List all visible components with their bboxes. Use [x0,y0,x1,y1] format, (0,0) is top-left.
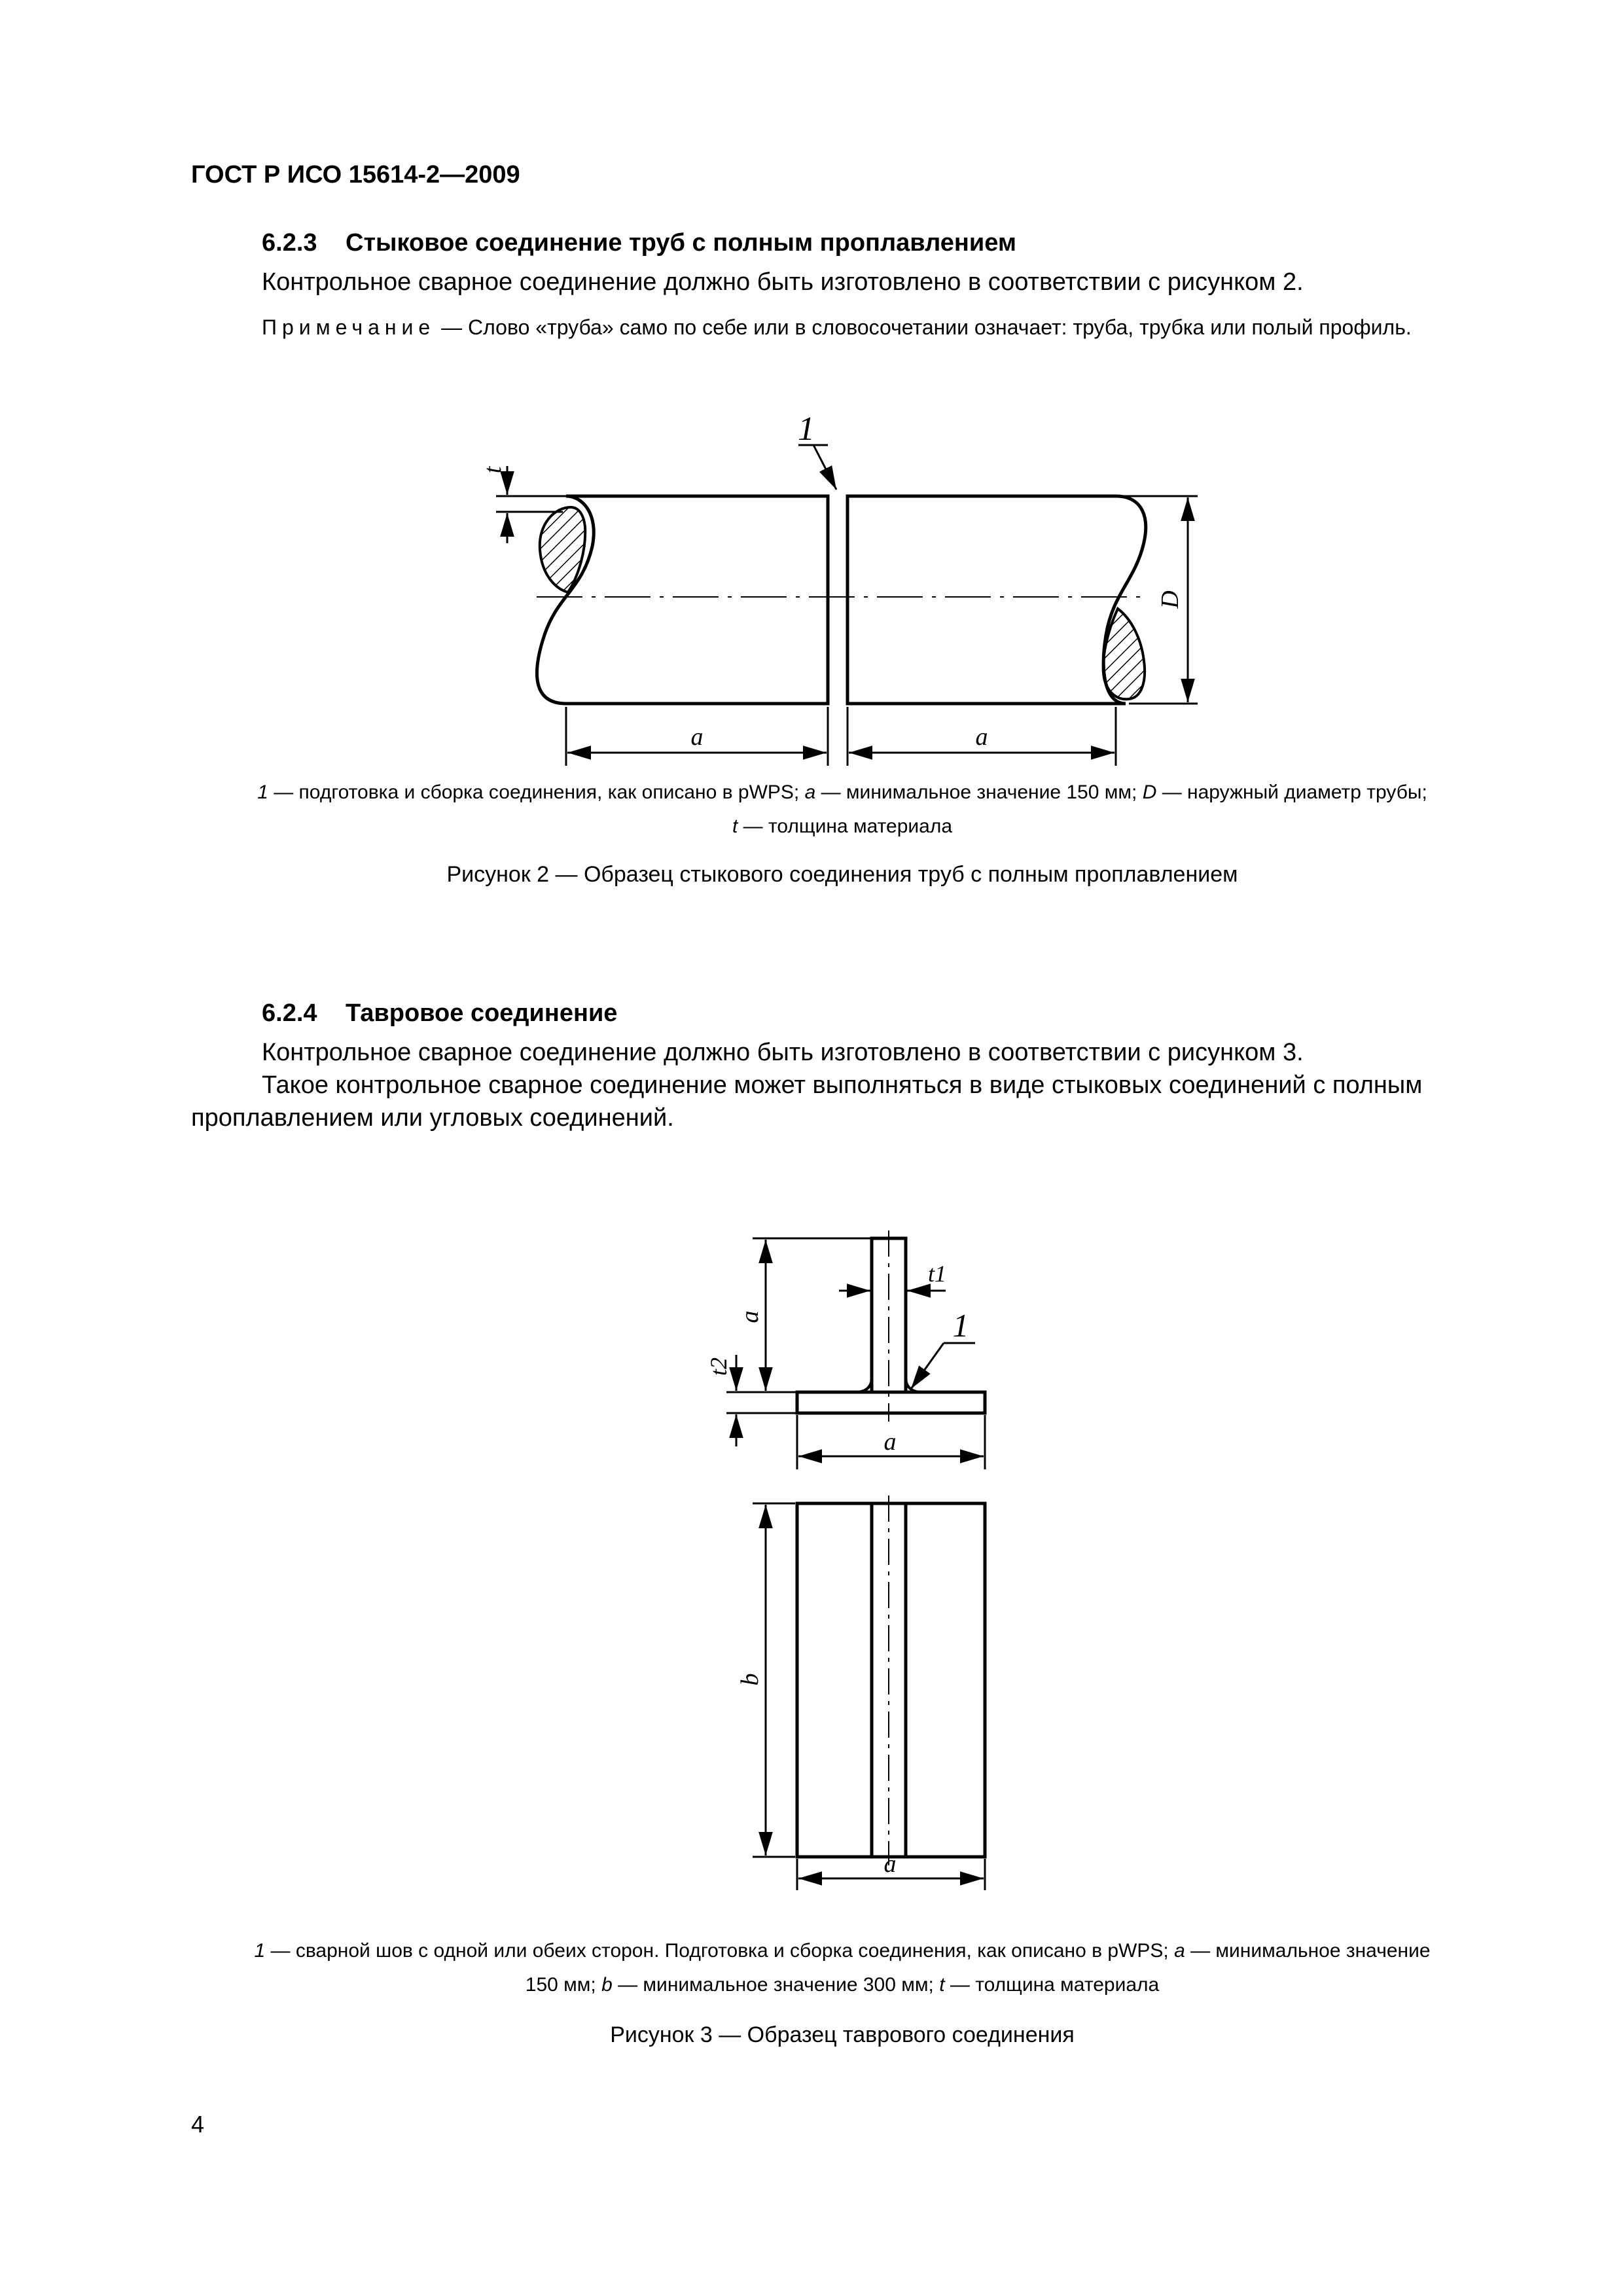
legend-text: — минимальное значение 300 мм; [612,1974,940,1996]
legend-text: — наружный диаметр трубы; [1156,781,1427,803]
legend-key: t [732,816,738,837]
legend-text: — толщина материала [738,816,953,837]
note-label: Примечание [262,315,436,339]
length-dimensions [566,707,1116,766]
t2-label: t2 [705,1357,732,1376]
section-number: 6.2.3 [262,229,317,257]
t1-label: t1 [927,1261,947,1287]
legend-key: a [804,781,816,803]
legend-text: — толщина материала [944,1974,1160,1996]
figure-3-drawing [0,1178,1623,1918]
legend-text: — сварной шов с одной или обеих сторон. Подготовка и сборка соединения, как описано в pWPS; [265,1940,1175,1962]
b-label: b [736,1673,764,1686]
legend-key: a [1174,1940,1185,1962]
a-top-label: a [883,1428,897,1456]
right-pipe [847,496,1146,704]
a-right-label: a [975,723,988,751]
legend-key: D [1142,781,1157,803]
a-bottom-label: a [883,1850,897,1878]
D-label: D [1156,590,1184,609]
callout-1-label: 1 [952,1307,969,1344]
document-code: ГОСТ Р ИСО 15614-2—2009 [191,161,520,188]
legend-key: t [939,1974,945,1996]
callout-1 [911,1343,975,1389]
a-vertical-dimension [753,1238,870,1391]
paragraph: проплавлением или угловых соединений. [191,1104,674,1132]
figure-2-caption: Рисунок 2 — Образец стыкового соединения труб с полным проплавлением [446,862,1238,887]
figure-2-drawing [0,0,1623,825]
legend-text: — подготовка и сборка соединения, как описано в pWPS; [268,781,805,803]
t2-dimension [726,1355,797,1446]
legend-key: 1 [254,1940,266,1962]
paragraph: Контрольное сварное соединение должно быть изготовлено в соответствии с рисунком 2. [262,268,1304,296]
a-left-label: a [690,723,704,751]
section-title: Тавровое соединение [346,999,618,1027]
legend-key: b [601,1974,613,1996]
figure-3-caption: Рисунок 3 — Образец таврового соединения [610,2022,1075,2047]
paragraph: Такое контрольное сварное соединение может выполняться в виде стыковых соединений с полным [262,1071,1423,1099]
legend-text: — минимальное значение 150 мм; [815,781,1143,803]
figure-3-legend [191,1934,1493,2002]
legend-key: 1 [257,781,268,803]
callout-1-label: 1 [798,410,815,448]
section-title: Стыковое соединение труб с полным проплавлением [346,229,1016,257]
callout-1 [798,445,836,490]
figure-2-legend [191,776,1493,844]
section-number: 6.2.4 [262,999,317,1027]
t-label: t [479,466,507,474]
section-heading-6-2-4 [262,999,617,1028]
legend-text: — минимальное значение [1185,1940,1431,1962]
page-number: 4 [191,2111,205,2138]
legend-text: 150 мм; [525,1974,602,1996]
t-joint-plan-view [797,1503,985,1857]
a-vertical-label: a [736,1310,764,1323]
note-text: — Слово «труба» само по себе или в словосочетании означает: труба, трубка или полый профиль. [435,315,1412,339]
paragraph: Контрольное сварное соединение должно быть изготовлено в соответствии с рисунком 3. [262,1039,1304,1066]
